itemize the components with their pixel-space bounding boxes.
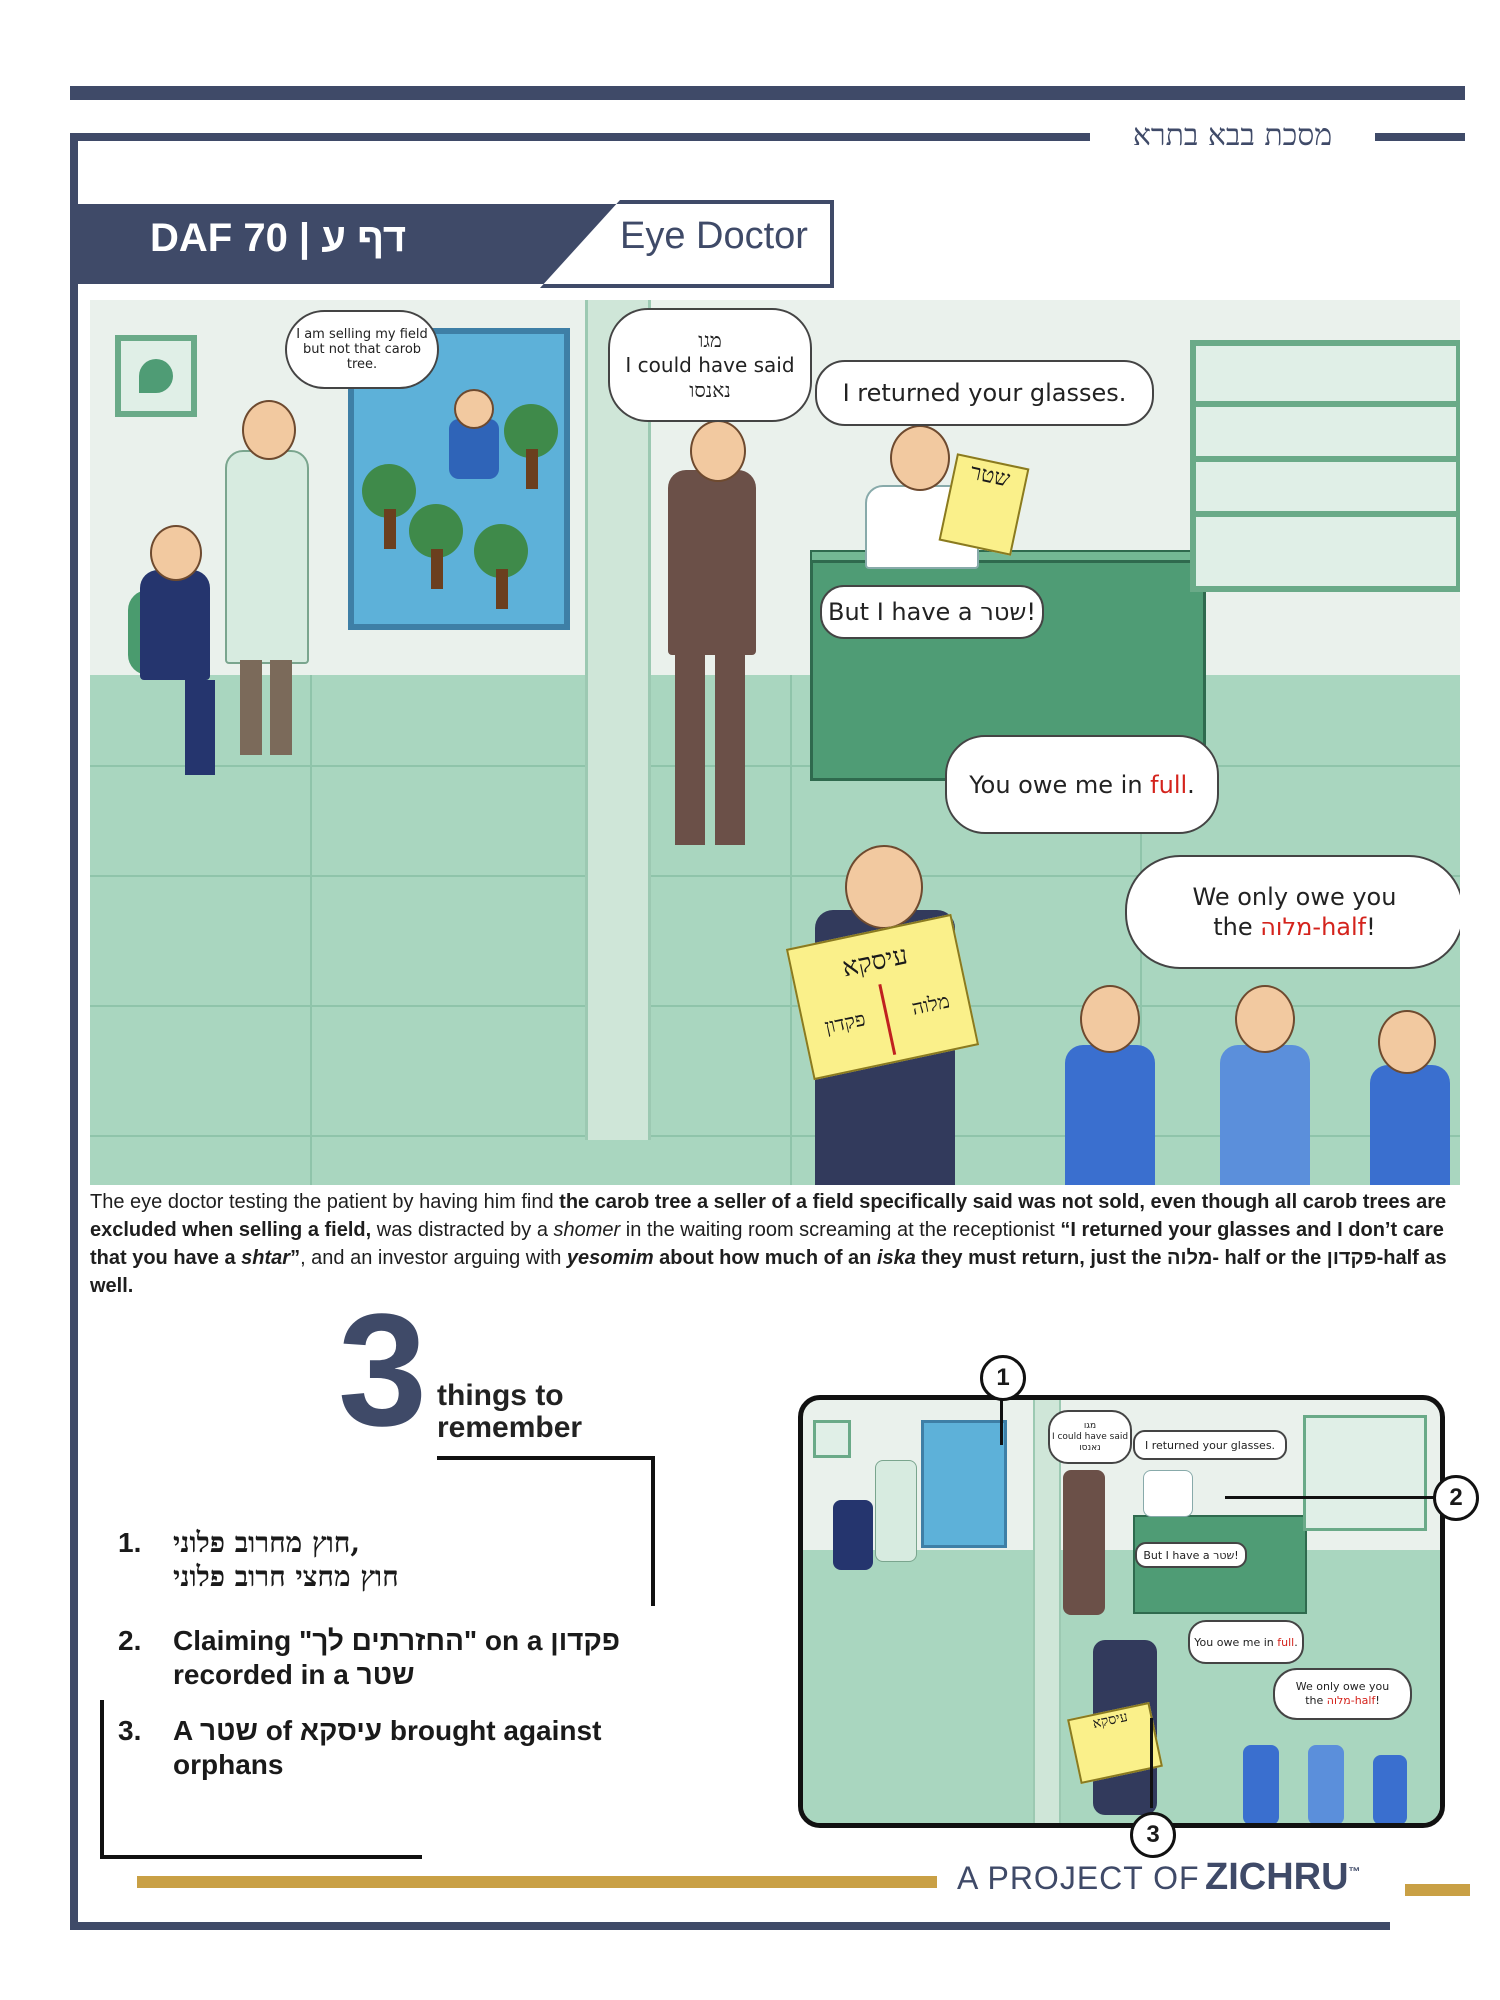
mini-thought-bubble: מגו I could have said נאנסו <box>1048 1410 1132 1464</box>
bracket-right <box>651 1456 655 1606</box>
callout-2: 2 <box>1433 1475 1479 1521</box>
mini-glasses-shelf <box>1303 1415 1427 1531</box>
mini-owe-full-bubble: You owe me in full. <box>1188 1620 1304 1664</box>
callout-2-arrow <box>1225 1496 1435 1499</box>
mini-partition <box>1033 1400 1061 1823</box>
project-label: A PROJECT OF <box>957 1860 1200 1896</box>
tractate-name: מסכת בבא בתרא <box>1132 118 1333 153</box>
caption-paragraph: The eye doctor testing the patient by having him find the carob tree a seller of a field specifically said was not sold, even though all carob trees are excluded when selling a field, was distracted by a shomer in the waiting room screaming at the receptionist “I returned your glasses and I don’t care that you have a shtar”, and an investor arguing with yesomim about how much of an iska they must return, just the מלוה- half or the פקדון-half as well. <box>90 1191 1447 1297</box>
mini-shomer <box>1063 1470 1105 1615</box>
mini-orphan-2 <box>1308 1745 1344 1825</box>
partition-wall <box>585 300 651 1140</box>
mini-returned-bubble: I returned your glasses. <box>1133 1430 1287 1460</box>
shtar-bubble: But I have a שטר! <box>820 585 1044 639</box>
owe-full-bubble: You owe me in full. <box>945 735 1219 834</box>
mini-comic-panel <box>798 1395 1445 1828</box>
remember-item-3: 3. A שטר of עיסקא brought against orphans <box>118 1715 602 1780</box>
mini-receptionist <box>1143 1470 1193 1517</box>
owe-half-bubble: We only owe you the מלוה-half! <box>1125 855 1460 969</box>
frame-top-end <box>1375 133 1465 141</box>
top-rule <box>70 86 1465 100</box>
mini-orphan-3 <box>1373 1755 1407 1825</box>
frame-top <box>70 133 1090 141</box>
mini-poster <box>921 1420 1007 1548</box>
callout-3-arrow <box>1150 1718 1153 1808</box>
migo-thought-bubble: מגו I could have said נאנסו <box>608 308 812 422</box>
mini-owe-half-bubble: We only owe you the מלוה-half! <box>1273 1668 1412 1720</box>
callout-3: 3 <box>1130 1812 1176 1858</box>
callout-1: 1 <box>980 1355 1026 1401</box>
big-number-three: 3 <box>338 1280 427 1459</box>
mini-iska-document: עיסקא <box>1067 1702 1163 1784</box>
eye-sign <box>115 335 197 417</box>
frame-bottom <box>70 1922 1390 1930</box>
returned-glasses-bubble: I returned your glasses. <box>815 360 1154 426</box>
eye-icon <box>139 359 173 393</box>
daf-label: DAF 70 | דף ע <box>150 216 407 260</box>
zichru-logo: ZICHRU™ <box>1205 1856 1361 1898</box>
footer-gold-rule-end <box>1405 1884 1470 1896</box>
mini-eye-sign <box>813 1420 851 1458</box>
mini-patient <box>833 1500 873 1570</box>
remember-item-1: 1. חוץ מחרוב פלוני, חוץ מחצי חרוב פלוני <box>118 1526 399 1593</box>
mini-shtar-bubble: But I have a שטר! <box>1135 1542 1247 1568</box>
remember-item-2: 2. Claiming "החזרתים לך" on a פקדון recorded in a שטר <box>118 1625 621 1690</box>
mini-orphan-1 <box>1243 1745 1279 1825</box>
comic-illustration <box>90 300 1460 1185</box>
bracket-top <box>437 1456 655 1460</box>
bracket-bottom <box>100 1855 422 1859</box>
frame-left <box>70 133 78 1928</box>
mini-doctor <box>875 1460 917 1562</box>
footer-gold-rule <box>137 1876 937 1888</box>
poster-speech-bubble: I am selling my field but not that carob tree. <box>285 310 439 389</box>
things-heading: things to remember <box>437 1379 583 1444</box>
page-title: Eye Doctor <box>620 215 808 257</box>
glasses-shelf <box>1190 340 1460 592</box>
iska-document: עיסקא פקדון מלוה <box>786 914 979 1080</box>
bracket-left <box>100 1700 104 1858</box>
shtar-document: שטר <box>939 453 1030 555</box>
